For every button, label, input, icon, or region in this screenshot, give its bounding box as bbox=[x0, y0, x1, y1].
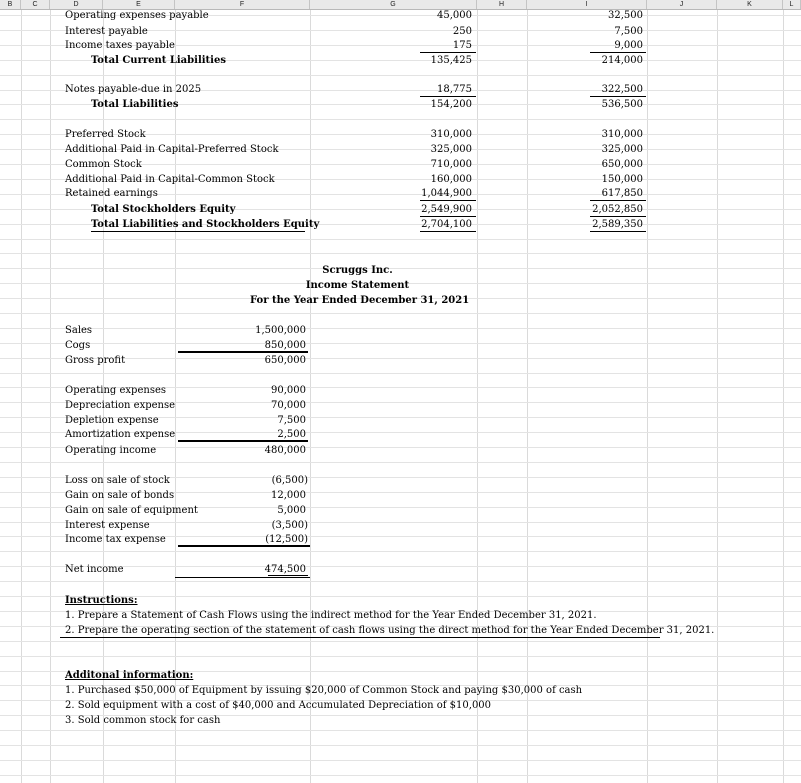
col-header-j[interactable]: J bbox=[647, 0, 717, 9]
is-label-operating-expenses: Operating expenses bbox=[65, 385, 166, 396]
is-value-amortization-expense: 2,500 bbox=[277, 429, 306, 440]
grid-row-line bbox=[0, 253, 801, 254]
bs-label-apic-common: Additional Paid in Capital-Common Stock bbox=[65, 174, 275, 185]
is-value-net-income: 474,500 bbox=[264, 564, 306, 575]
is-label-gain-on-sale-of-bonds: Gain on sale of bonds bbox=[65, 490, 175, 501]
bs-2020-apic-common: 150,000 bbox=[601, 174, 643, 185]
grid-row-line bbox=[0, 760, 801, 761]
col-header-c[interactable]: C bbox=[21, 0, 50, 9]
is-company-name: Scruggs Inc. bbox=[322, 265, 393, 276]
bs-2021-interest-payable: 250 bbox=[452, 26, 472, 37]
is-label-depreciation-expense: Depreciation expense bbox=[65, 400, 176, 411]
is-value-loss-on-sale-of-stock: (6,500) bbox=[271, 475, 308, 486]
is-value-cogs: 850,000 bbox=[264, 340, 306, 351]
bs-label-total-liabilities-and-equity: Total Liabilities and Stockholders Equity bbox=[91, 219, 320, 230]
bs-2020-total-stockholders-equity: 2,052,850 bbox=[592, 204, 643, 215]
grid-row-line bbox=[0, 551, 801, 552]
bs-2021-total-liabilities-and-equity: 2,704,100 bbox=[421, 219, 472, 230]
col-header-g[interactable]: G bbox=[310, 0, 477, 9]
is-value-operating-expenses: 90,000 bbox=[271, 385, 306, 396]
is-period: For the Year Ended December 31, 2021 bbox=[250, 295, 470, 306]
bs-label-notes-payable: Notes payable-due in 2025 bbox=[65, 84, 202, 95]
bs-label-retained-earnings: Retained earnings bbox=[65, 188, 158, 199]
bs-2021-total-current-liabilities: 135,425 bbox=[430, 55, 472, 66]
bs-2021-total-stockholders-equity: 2,549,900 bbox=[421, 204, 472, 215]
bs-2020-total-current-liabilities: 214,000 bbox=[601, 55, 643, 66]
bs-2021-apic-common: 160,000 bbox=[430, 174, 472, 185]
grid-row-line bbox=[0, 462, 801, 463]
col-header-k[interactable]: K bbox=[717, 0, 783, 9]
bs-label-total-stockholders-equity: Total Stockholders Equity bbox=[91, 204, 236, 215]
bs-2020-total-liabilities-and-equity: 2,589,350 bbox=[592, 219, 643, 230]
is-label-loss-on-sale-of-stock: Loss on sale of stock bbox=[65, 475, 170, 486]
col-header-f[interactable]: F bbox=[175, 0, 310, 9]
column-header-bar bbox=[0, 0, 801, 10]
bs-2020-interest-payable: 7,500 bbox=[614, 26, 643, 37]
grid-row-line bbox=[0, 745, 801, 746]
bs-2020-income-taxes-payable: 9,000 bbox=[614, 40, 643, 51]
bs-2020-retained-earnings: 617,850 bbox=[601, 188, 643, 199]
grid-row-line bbox=[0, 373, 801, 374]
col-header-d[interactable]: D bbox=[50, 0, 103, 9]
bs-2021-income-taxes-payable: 175 bbox=[452, 40, 472, 51]
is-label-depletion-expense: Depletion expense bbox=[65, 415, 159, 426]
is-label-interest-expense: Interest expense bbox=[65, 520, 150, 531]
bs-2020-common-stock: 650,000 bbox=[601, 159, 643, 170]
is-label-amortization-expense: Amortization expense bbox=[65, 429, 176, 440]
col-header-h[interactable]: H bbox=[477, 0, 527, 9]
is-value-income-tax-expense: (12,500) bbox=[265, 534, 308, 545]
bs-label-operating-expenses-payable: Operating expenses payable bbox=[65, 10, 209, 21]
instruction-item-1: 1. Prepare a Statement of Cash Flows using the indirect method for the Year Ended December 31, 2021. bbox=[65, 610, 597, 621]
is-value-sales: 1,500,000 bbox=[255, 325, 306, 336]
is-label-net-income: Net income bbox=[65, 564, 124, 575]
is-value-interest-expense: (3,500) bbox=[271, 520, 308, 531]
bs-label-total-current-liabilities: Total Current Liabilities bbox=[91, 55, 226, 66]
bs-2021-retained-earnings: 1,044,900 bbox=[421, 188, 472, 199]
grid-row-line bbox=[0, 313, 801, 314]
additional-info-item-1: 1. Purchased $50,000 of Equipment by issuing $20,000 of Common Stock and paying $30,000 of cash bbox=[65, 685, 583, 696]
bs-2021-operating-expenses-payable: 45,000 bbox=[437, 10, 472, 21]
instruction-item-2: 2. Prepare the operating section of the statement of cash flows using the direct method for the Year Ended December 31, 2021. bbox=[65, 625, 715, 636]
grid-row-line bbox=[0, 119, 801, 120]
is-label-cogs: Cogs bbox=[65, 340, 91, 351]
additional-info-heading: Additonal information: bbox=[65, 670, 194, 681]
grid-row-line bbox=[0, 775, 801, 776]
is-label-operating-income: Operating income bbox=[65, 445, 157, 456]
is-title: Income Statement bbox=[305, 280, 410, 291]
additional-info-item-3: 3. Sold common stock for cash bbox=[65, 715, 221, 726]
grid-row-line bbox=[0, 328, 801, 329]
bs-2020-total-liabilities: 536,500 bbox=[601, 99, 643, 110]
grid-row-line bbox=[0, 75, 801, 76]
col-header-l[interactable]: L bbox=[783, 0, 801, 9]
is-label-income-tax-expense: Income tax expense bbox=[65, 534, 166, 545]
bs-2021-notes-payable: 18,775 bbox=[437, 84, 472, 95]
is-value-depreciation-expense: 70,000 bbox=[271, 400, 306, 411]
is-value-gain-on-sale-of-bonds: 12,000 bbox=[271, 490, 306, 501]
col-header-e[interactable]: E bbox=[103, 0, 175, 9]
instructions-heading: Instructions: bbox=[65, 595, 138, 606]
is-value-depletion-expense: 7,500 bbox=[277, 415, 306, 426]
bs-2021-common-stock: 710,000 bbox=[430, 159, 472, 170]
bs-2021-apic-preferred: 325,000 bbox=[430, 144, 472, 155]
is-value-gain-on-sale-of-equipment: 5,000 bbox=[277, 505, 306, 516]
bs-label-preferred-stock: Preferred Stock bbox=[65, 129, 146, 140]
grid-row-line bbox=[0, 239, 801, 240]
bs-label-interest-payable: Interest payable bbox=[65, 26, 148, 37]
is-value-operating-income: 480,000 bbox=[264, 445, 306, 456]
bs-2021-total-liabilities: 154,200 bbox=[430, 99, 472, 110]
bs-label-common-stock: Common Stock bbox=[65, 159, 142, 170]
is-label-gross-profit: Gross profit bbox=[65, 355, 126, 366]
bs-2020-preferred-stock: 310,000 bbox=[601, 129, 643, 140]
bs-2021-preferred-stock: 310,000 bbox=[430, 129, 472, 140]
bs-label-total-liabilities: Total Liabilities bbox=[91, 99, 179, 110]
additional-info-item-2: 2. Sold equipment with a cost of $40,000 and Accumulated Depreciation of $10,000 bbox=[65, 700, 492, 711]
is-label-gain-on-sale-of-equipment: Gain on sale of equipment bbox=[65, 505, 198, 516]
bs-total-label-underline bbox=[91, 217, 305, 232]
grid-row-line bbox=[0, 730, 801, 731]
bs-2020-notes-payable: 322,500 bbox=[601, 84, 643, 95]
grid-row-line bbox=[0, 581, 801, 582]
is-value-gross-profit: 650,000 bbox=[264, 355, 306, 366]
bs-label-apic-preferred: Additional Paid in Capital-Preferred Stock bbox=[65, 144, 279, 155]
grid-row-line bbox=[0, 641, 801, 642]
grid-row-line bbox=[0, 656, 801, 657]
bs-2020-operating-expenses-payable: 32,500 bbox=[608, 10, 643, 21]
grid-row-line bbox=[0, 343, 801, 344]
col-header-i[interactable]: I bbox=[527, 0, 647, 9]
col-header-b[interactable]: B bbox=[0, 0, 21, 9]
bs-2020-apic-preferred: 325,000 bbox=[601, 144, 643, 155]
bs-label-income-taxes-payable: Income taxes payable bbox=[65, 40, 175, 51]
is-label-sales: Sales bbox=[65, 325, 93, 336]
